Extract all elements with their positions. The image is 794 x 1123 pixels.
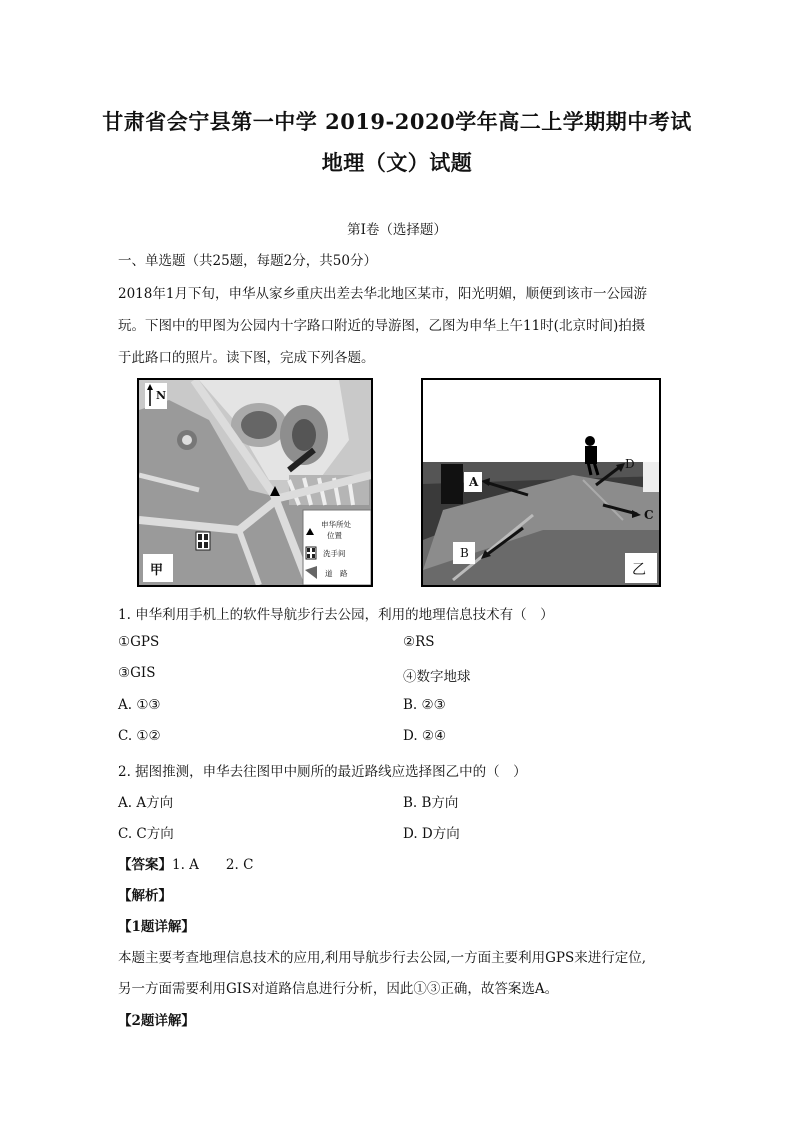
direction-label-d: D	[625, 457, 635, 471]
direction-label-b: B	[460, 546, 469, 560]
detail-2-label: 【2题详解】	[118, 1013, 195, 1029]
question-2-option-d: D. D方向	[403, 826, 460, 842]
question-2-stem: 2. 据图推测，申华去往图甲中厕所的最近路线应选择图乙中的（ ）	[118, 764, 527, 780]
question-1-item-2: ②RS	[403, 634, 435, 650]
section-heading: 第Ⅰ卷（选择题）	[347, 222, 447, 238]
figure-jia-map	[137, 378, 373, 587]
direction-label-a: A	[469, 475, 479, 489]
legend-position-label-1: 申华所处	[321, 520, 351, 529]
question-1-option-a: A. ①③	[118, 697, 161, 713]
answer-label: 【答案】	[118, 857, 172, 873]
question-1-option-d: D. ②④	[403, 728, 447, 744]
intro-line-1: 2018年1月下旬，申华从家乡重庆出差去华北地区某市，阳光明媚，顺便到该市一公园游	[118, 286, 647, 302]
intro-line-2: 玩。下图中的甲图为公园内十字路口附近的导游图，乙图为申华上午11时(北京时间)拍摄	[118, 318, 646, 334]
figure-yi-label: 乙	[632, 562, 646, 578]
answer-line	[118, 853, 253, 873]
question-1-item-1: ①GPS	[118, 634, 160, 650]
exam-title-line2: 地理（文）试题	[321, 150, 473, 175]
north-arrow-label: N	[156, 389, 167, 402]
question-1-option-c: C. ①②	[118, 728, 161, 744]
answer-text: 1. A 2. C	[172, 857, 254, 873]
detail-1-line-1: 本题主要考查地理信息技术的应用,利用导航步行去公园,一方面主要利用GPS来进行定位,	[118, 950, 646, 966]
intro-line-3: 于此路口的照片。读下图，完成下列各题。	[118, 350, 375, 366]
figure-yi-photo	[421, 378, 661, 587]
legend-toilet-label: 洗手间	[323, 549, 346, 558]
figure-jia-label: 甲	[150, 563, 164, 578]
exam-title-line1: 甘肃省会宁县第一中学 2019-2020学年高二上学期期中考试	[102, 109, 692, 134]
analysis-label: 【解析】	[118, 888, 172, 904]
question-2-option-a: A. A方向	[118, 795, 174, 811]
intersection-photo-image	[423, 380, 659, 585]
legend-road-label: 道 路	[325, 569, 348, 578]
question-1-item-4: ④数字地球	[403, 669, 471, 685]
question-1-stem: 1. 申华利用手机上的软件导航步行去公园，利用的地理信息技术有（ ）	[118, 607, 554, 623]
legend-position-label-2: 位置	[327, 531, 342, 540]
question-1-item-3: ③GIS	[118, 665, 156, 681]
question-2-option-b: B. B方向	[403, 795, 459, 811]
detail-1-line-2: 另一方面需要利用GIS对道路信息进行分析，因此①③正确，故答案选A。	[118, 981, 559, 997]
part-heading: 一、单选题（共25题，每题2分，共50分）	[118, 253, 377, 269]
question-2-option-c: C. C方向	[118, 826, 174, 842]
detail-1-label: 【1题详解】	[118, 919, 195, 935]
question-1-option-b: B. ②③	[403, 697, 446, 713]
direction-label-c: C	[644, 508, 654, 522]
